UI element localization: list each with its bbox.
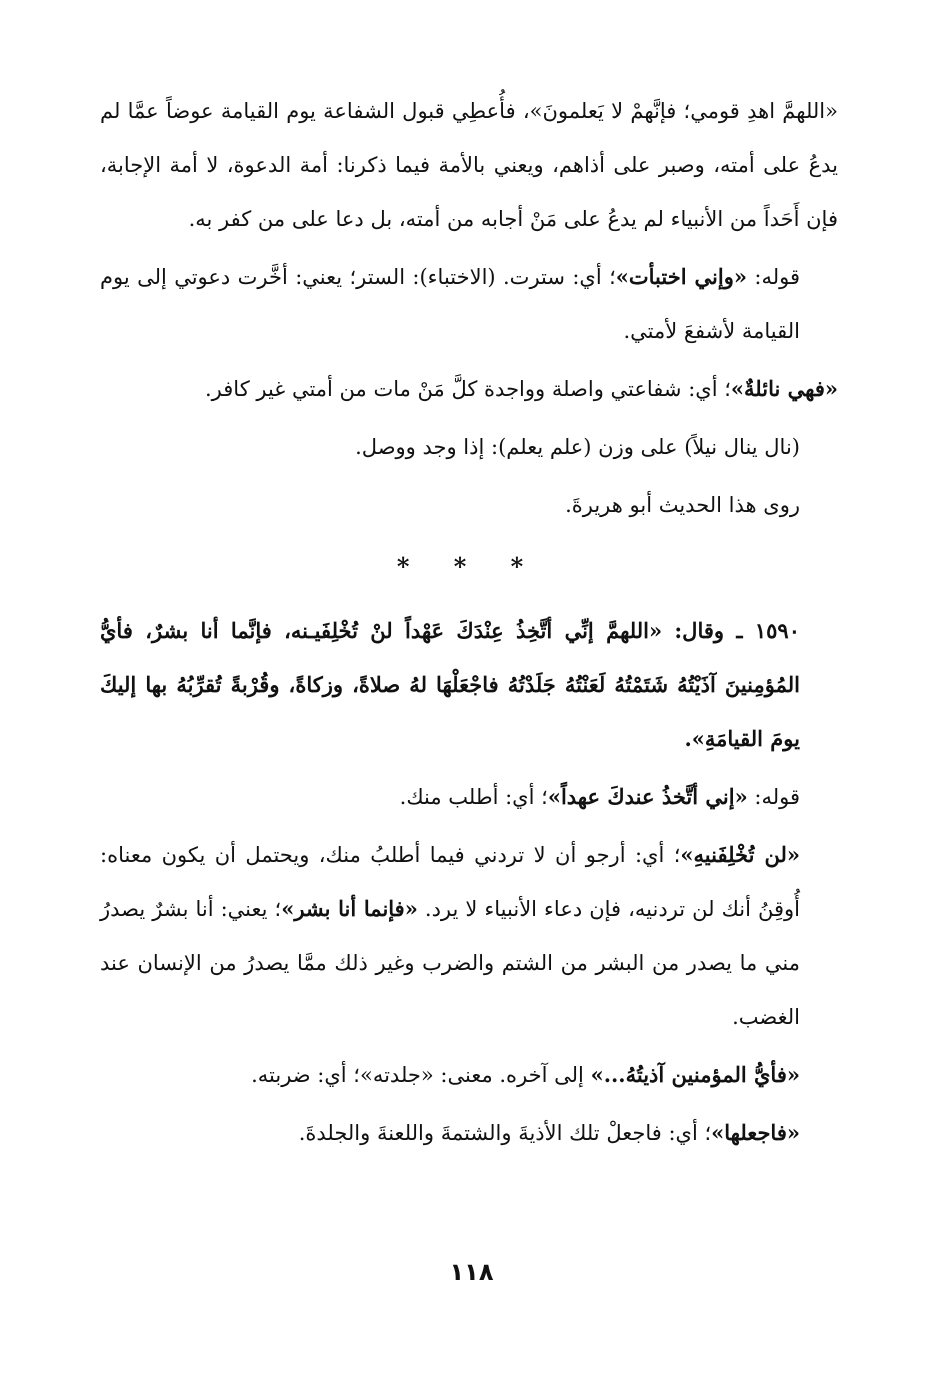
paragraph-9 — [100, 1106, 838, 1160]
p7-quote-1: «لن تُخْلِفَنيهِ» — [680, 842, 800, 867]
page-body — [100, 84, 838, 1164]
section-separator: * * * — [396, 552, 542, 581]
paragraph-8 — [100, 1048, 838, 1102]
paragraph-6 — [100, 770, 838, 824]
paragraph-1: «اللهمَّ اهدِ قومي؛ فإنَّهمْ لا يَعلمونَ»، فأُعطِي قبول الشفاعة يوم القيامة عوضاً عمَّا لم يدعُ على أمته، وصبر على أذاهم، ويعني بالأمة فيما ذكرنا: أمة الدعوة، لا أمة الإجابة، فإن أَحَداً من الأنبياء لم يدعُ على مَنْ أجابه من أمته، بل دعا على من كفر به. — [100, 99, 838, 231]
paragraph-5: روى هذا الحديث أبو هريرةَ. — [565, 493, 800, 517]
paragraph-4: (نال ينال نيلاً) على وزن (علم يعلم): إذا وجد ووصل. — [355, 435, 800, 459]
paragraph-7 — [100, 828, 838, 1044]
paragraph-2 — [100, 250, 838, 358]
p2-rest: ؛ أي: سترت. (الاختباء): الستر؛ يعني: أخَّرت دعوتي إلى يوم القيامة لأشفعَ لأمتي. — [100, 265, 800, 343]
p6-quote: «إني أتَّخذُ عندكَ عهداً» — [547, 784, 748, 809]
p3-rest: ؛ أي: شفاعتي واصلة وواجدة كلَّ مَنْ مات من أمتي غير كافر. — [205, 377, 731, 401]
hadith-1590: ١٥٩٠ ـ وقال: «اللهمَّ إنِّي أتَّخِذُ عِنْدَكَ عَهْداً لنْ تُخْلِفَيـنه، فإنَّما أنا بشرٌ، فأيُّ المُؤمِنينَ آذَيْتُهُ شَتَمْتُهُ لَعَنْتُهُ جَلَدْتُهُ فاجْعَلْهَا لهُ صلاةً، وزكاةً، وقُرْبةً تُقرِّبُهُ بها إليكَ يومَ القيامَةِ». — [100, 618, 800, 751]
p9-rest: ؛ أي: فاجعلْ تلك الأذيةَ والشتمةَ واللعنةَ والجلدةَ. — [298, 1121, 712, 1145]
p2-lead: قوله: — [747, 265, 800, 289]
p7-text-1: ؛ أي: أرجو أن لا تردني فيما أطلبُ منك، ويحتمل أن يكون معناه: أُوقِنُ أنك لن تردنيه، فإن دعاء الأنبياء لا يرد. — [100, 843, 801, 921]
p8-rest: إلى آخره. معنى: «جلدته»؛ أي: ضربته. — [251, 1063, 591, 1087]
paragraph-3 — [100, 362, 838, 416]
p7-quote-2: «فإنما أنا بشر» — [281, 896, 418, 921]
page-number: ١١٨ — [449, 1258, 494, 1286]
p2-quote: «وإني اختبأت» — [615, 264, 747, 289]
p7-text-2: ؛ يعني: أنا بشرٌ يصدرُ مني ما يصدر من البشر من الشتم والضرب وغير ذلك ممَّا يصدرُ من الإنسان عند الغضب. — [100, 897, 800, 1029]
p6-rest: ؛ أي: أطلب منك. — [399, 785, 548, 809]
p8-quote: «فأيُّ المؤمنين آذيتُهُ...» — [590, 1062, 800, 1087]
p6-lead: قوله: — [747, 785, 800, 809]
p3-quote: «فهي نائلةٌ» — [730, 376, 838, 401]
p9-quote: «فاجعلها» — [711, 1120, 800, 1145]
